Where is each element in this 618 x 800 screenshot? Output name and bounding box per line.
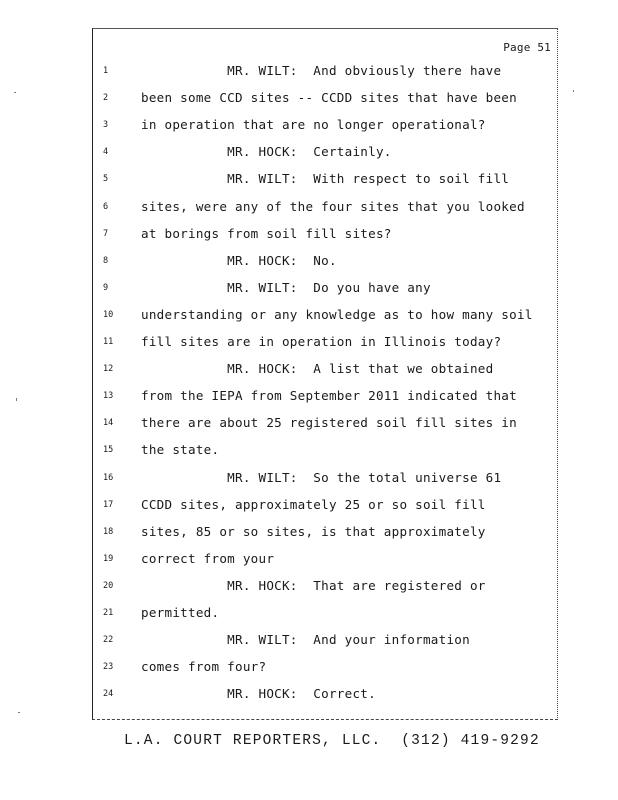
- line-text: MR. WILT: And obviously there have: [141, 63, 502, 78]
- line-text: correct from your: [141, 550, 275, 566]
- line-number: 23: [103, 662, 114, 673]
- line-text: the state.: [141, 442, 220, 458]
- line-text: understanding or any knowledge as to how many soil: [141, 306, 533, 322]
- line-text: MR. HOCK: A list that we obtained: [141, 361, 494, 377]
- transcript-line: [93, 90, 559, 110]
- transcript-line: [93, 551, 559, 571]
- transcript-line: [93, 63, 559, 83]
- transcript-line: [93, 144, 559, 164]
- scan-speck: [18, 712, 20, 713]
- line-text: permitted.: [141, 605, 220, 620]
- line-text: MR. HOCK: That are registered or: [141, 577, 486, 593]
- transcript-line: [93, 686, 559, 706]
- line-text: comes from four?: [141, 659, 267, 675]
- line-text: MR. HOCK: No.: [141, 252, 337, 268]
- transcript-line: [93, 578, 559, 598]
- line-text: MR. HOCK: Correct.: [141, 686, 376, 702]
- transcript-line: [93, 442, 559, 462]
- line-text: there are about 25 registered soil fill sites in: [141, 415, 517, 431]
- line-text: from the IEPA from September 2011 indicated that: [141, 388, 517, 404]
- line-number: 20: [103, 580, 114, 591]
- scan-speck: [14, 92, 16, 93]
- line-number: 8: [103, 255, 109, 266]
- line-text: CCDD sites, approximately 25 or so soil fill: [141, 496, 486, 512]
- line-number: 5: [103, 174, 109, 185]
- line-text: MR. WILT: So the total universe 61: [141, 469, 502, 485]
- line-number: 15: [103, 445, 114, 456]
- line-number: 13: [103, 391, 114, 402]
- line-text: MR. WILT: Do you have any: [141, 279, 431, 295]
- line-number: 11: [103, 337, 114, 347]
- transcript-line: [93, 280, 559, 300]
- line-number: 19: [103, 553, 114, 564]
- line-text: sites, were any of the four sites that you looked: [141, 198, 525, 214]
- page-number: Page 51: [503, 41, 551, 54]
- scan-speck: [16, 398, 17, 401]
- transcript-line: [93, 659, 559, 679]
- line-text: been some CCD sites -- CCDD sites that have been: [141, 90, 517, 106]
- transcript-line: [93, 307, 559, 327]
- line-number: 17: [103, 499, 114, 510]
- transcript-line: [93, 388, 559, 408]
- transcript-line: [93, 470, 559, 490]
- transcript-line: [93, 117, 559, 137]
- line-number: 3: [103, 120, 109, 131]
- line-number: 1: [103, 66, 109, 76]
- line-number: 12: [103, 364, 114, 375]
- line-number: 24: [103, 689, 114, 700]
- transcript-line: [93, 605, 559, 625]
- line-number: 22: [103, 635, 114, 646]
- line-number: 18: [103, 526, 114, 537]
- line-text: at borings from soil fill sites?: [141, 225, 392, 241]
- line-number: 14: [103, 418, 114, 429]
- line-number: 9: [103, 282, 109, 293]
- transcript-line: [93, 361, 559, 381]
- line-text: sites, 85 or so sites, is that approximately: [141, 523, 486, 539]
- transcript-line: [93, 334, 559, 354]
- transcript-line: [93, 632, 559, 652]
- transcript-line: [93, 253, 559, 273]
- line-number: 6: [103, 201, 109, 212]
- transcript-line: [93, 226, 559, 246]
- line-text: fill sites are in operation in Illinois today?: [141, 334, 502, 349]
- line-number: 2: [103, 93, 109, 104]
- line-number: 10: [103, 309, 114, 320]
- transcript-line: [93, 199, 559, 219]
- line-number: 21: [103, 608, 114, 618]
- line-text: MR. HOCK: Certainly.: [141, 144, 392, 160]
- transcript-line: [93, 524, 559, 544]
- line-number: 4: [103, 147, 109, 158]
- transcript-line: [93, 171, 559, 191]
- line-text: MR. WILT: With respect to soil fill: [141, 171, 510, 187]
- transcript-page: [92, 28, 558, 720]
- transcript-line: [93, 415, 559, 435]
- line-text: MR. WILT: And your information: [141, 632, 470, 648]
- transcript-line: [93, 497, 559, 517]
- line-number: 7: [103, 228, 109, 239]
- line-text: in operation that are no longer operational?: [141, 117, 486, 133]
- line-number: 16: [103, 472, 114, 483]
- scan-speck: [573, 90, 574, 92]
- court-reporter-footer: L.A. COURT REPORTERS, LLC. (312) 419-9292: [124, 733, 540, 749]
